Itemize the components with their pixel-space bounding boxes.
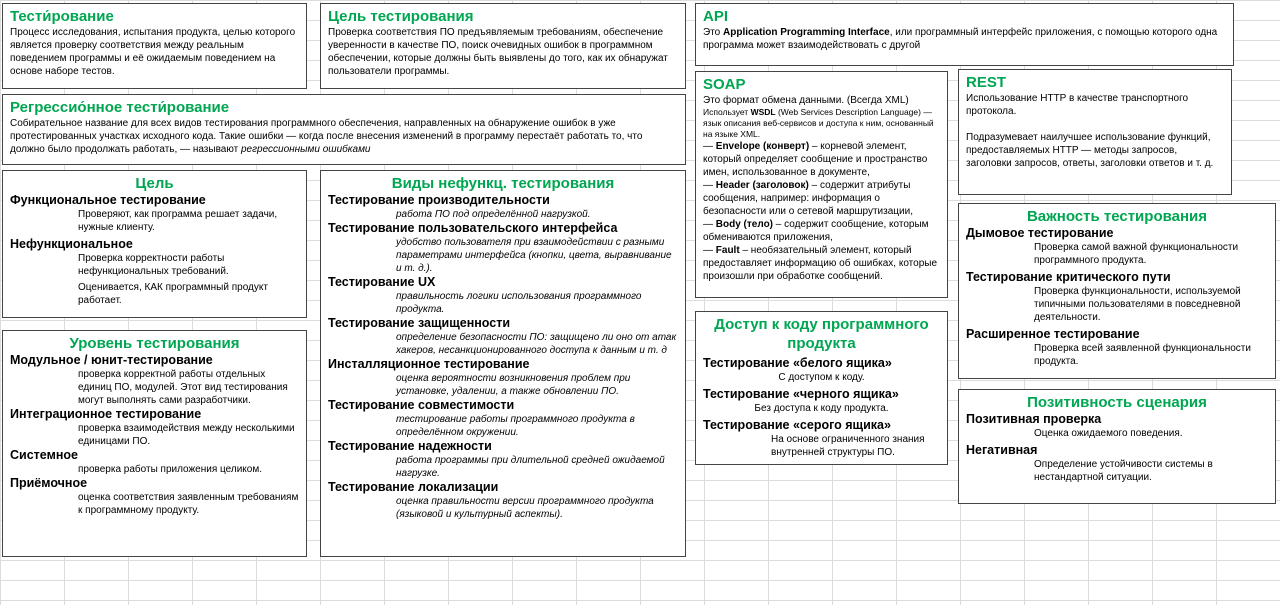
soap-item: — Envelope (конверт) – корневой элемент, который определяет сообщение и пространство имен, использованное в документе,: [703, 141, 928, 178]
card-access-title: Доступ к коду программного продукта: [714, 316, 929, 352]
rest-p2: Подразумевает наилучшее использование функций, предоставляемых HTTP — методы запросов, заголовки запросов, ответы, заголовки ответов и т. д.: [966, 132, 1214, 169]
soap-item-name: Body (тело): [715, 219, 774, 230]
nonfunc-item-desc: оценка вероятности возникновения проблем при установке, удалении, а также обновлении ПО.: [396, 373, 631, 397]
access-item-desc: На основе ограниченного знания внутренней структуры ПО.: [771, 434, 925, 458]
api-text-bold: Application Programming Interface: [723, 27, 890, 38]
access-item-name: Тестирование «черного ящика»: [703, 387, 899, 401]
nonfunc-item-desc: оценка правильности версии программного продукта (языковой и культурный аспекты).: [396, 496, 654, 520]
card-positivity: [958, 389, 1276, 504]
goal-item-desc: Проверка корректности работы нефункциональных требований.: [78, 253, 229, 277]
level-item-name: Системное: [10, 448, 78, 462]
card-soap: [695, 71, 948, 298]
card-testing: [2, 3, 307, 89]
soap-item-desc: – необязательный элемент, который предоставляет информацию об ошибках, которые произошли при обработке сообщений.: [703, 245, 937, 282]
soap-item-name: Fault: [715, 245, 740, 256]
nonfunc-item-desc: работа ПО под определённой нагрузкой.: [396, 209, 591, 220]
soap-small-post: (Web Services Description Language) — язык описания веб-сервисов и доступа к ним, основанный на языке XML.: [703, 107, 934, 139]
goal-item-name: Функциональное тестирование: [10, 193, 206, 207]
card-goal-testing: [320, 3, 686, 89]
card-testing-text: Процесс исследования, испытания продукта, целью которого является проверку соответствия между реальным поведением программы и её ожидаемым поведением на основе наборе тестов.: [10, 27, 296, 77]
soap-item-name: Header (заголовок): [715, 180, 809, 191]
card-nonfunc: [320, 170, 686, 557]
card-goal-testing-text: Проверка соответствия ПО предъявляемым требованиям, обеспечение уверенности в качестве ПО, поиск очевидных ошибок в программном обеспечении, которые должны быть выявлены до того, как их обнаружат пользователи программы.: [328, 27, 668, 77]
card-goal-title: Цель: [135, 175, 174, 192]
card-api: [695, 3, 1234, 66]
soap-item-name: Envelope (конверт): [715, 141, 810, 152]
nonfunc-item-name: Тестирование производительности: [328, 193, 550, 207]
nonfunc-item-desc: удобство пользователя при взаимодействии с разными параметрами интерфейса (кнопки, цвета, выравнивание и т. д.).: [396, 237, 672, 274]
nonfunc-item-name: Тестирование защищенности: [328, 316, 511, 330]
level-item-desc: оценка соответствия заявленным требованиям к программному продукту.: [78, 492, 299, 516]
nonfunc-item-name: Тестирование UX: [328, 275, 436, 289]
card-regression-title: Регрессио́нное тести́рование: [10, 99, 230, 116]
positivity-item-name: Позитивная проверка: [966, 412, 1102, 426]
nonfunc-item-name: Тестирование совместимости: [328, 398, 515, 412]
positivity-item-desc: Определение устойчивости системы в нестандартной ситуации.: [1034, 459, 1213, 483]
api-text-post: , или программный интерфейс приложения, с помощью которого одна программа может взаимодействовать с другой: [703, 27, 1218, 51]
positivity-item-desc: Оценка ожидаемого поведения.: [1034, 428, 1183, 439]
card-positivity-title: Позитивность сценария: [1027, 394, 1207, 411]
nonfunc-item-name: Тестирование локализации: [328, 480, 499, 494]
card-access: [695, 311, 948, 465]
soap-item: — Body (тело) – содержит сообщение, которым обмениваются приложения,: [703, 219, 929, 243]
soap-line1: Это формат обмена данными. (Всегда XML): [703, 95, 909, 106]
nonfunc-item-desc: правильность логики использования программного продукта.: [396, 291, 642, 315]
card-levels: [2, 330, 307, 557]
access-item-name: Тестирование «серого ящика»: [703, 418, 891, 432]
importance-item-name: Тестирование критического пути: [966, 270, 1171, 284]
api-text-pre: Это: [703, 27, 721, 38]
level-item-name: Приёмочное: [10, 476, 88, 490]
soap-wsdl: [703, 107, 940, 140]
importance-item-desc: Проверка всей заявленной функциональности продукта.: [1034, 343, 1251, 367]
card-regression-text: [10, 117, 678, 156]
importance-item-name: Расширенное тестирование: [966, 327, 1140, 341]
card-goal: [2, 170, 307, 318]
access-item-desc: Без доступа к коду продукта.: [754, 403, 889, 414]
card-rest: [958, 69, 1232, 195]
regression-text-italic: регрессионными ошибками: [240, 144, 371, 155]
soap-item-desc: – содержит атрибуты сообщения, например: информация о безопасности или о сетевой маршрутизации,: [703, 180, 913, 217]
soap-item: — Fault – необязательный элемент, который предоставляет информацию об ошибках, которые произошли при обработке сообщений.: [703, 245, 937, 282]
card-soap-title: SOAP: [703, 76, 746, 93]
nonfunc-item-name: Инсталляционное тестирование: [328, 357, 530, 371]
importance-item-desc: Проверка функциональности, используемой типичными пользователями в повседневной деятельности.: [1034, 286, 1241, 323]
level-item-name: Интеграционное тестирование: [10, 407, 202, 421]
nonfunc-item-name: Тестирование надежности: [328, 439, 492, 453]
card-importance-title: Важность тестирования: [1026, 208, 1208, 225]
nonfunc-item-desc: определение безопасности ПО: защищено ли оно от атак хакеров, несанкционированного доступа к данным и т. д: [396, 332, 677, 356]
card-rest-title: REST: [966, 74, 1007, 91]
importance-item-name: Дымовое тестирование: [966, 226, 1114, 240]
card-regression: [2, 94, 686, 165]
rest-p1: Использование HTTP в качестве транспортного протокола.: [966, 93, 1189, 117]
access-item-name: Тестирование «белого ящика»: [703, 356, 892, 370]
level-item-desc: проверка работы приложения целиком.: [78, 464, 263, 475]
card-api-title: API: [703, 8, 729, 25]
soap-item-desc: – корневой элемент, который определяет сообщение и пространство имен, использованное в документе,: [703, 141, 928, 178]
goal-item-name: Нефункциональное: [10, 237, 133, 251]
soap-item-desc: – содержит сообщение, которым обмениваются приложения,: [703, 219, 929, 243]
soap-item: — Header (заголовок) – содержит атрибуты сообщения, например: информация о безопасности или о сетевой маршрутизации,: [703, 180, 913, 217]
nonfunc-item-desc: тестирование работы программного продукта в определённом окружении.: [396, 414, 635, 438]
card-goal-testing-title: Цель тестирования: [328, 8, 474, 25]
soap-small-bold: WSDL: [750, 107, 776, 117]
positivity-item-name: Негативная: [966, 443, 1038, 457]
level-item-name: Модульное / юнит-тестирование: [10, 353, 213, 367]
card-testing-title: Тести́рование: [10, 8, 114, 25]
nonfunc-item-name: Тестирование пользовательского интерфейса: [328, 221, 618, 235]
card-importance: [958, 203, 1276, 379]
card-nonfunc-title: Виды нефункц. тестирования: [391, 175, 615, 192]
access-item-desc: С доступом к коду.: [778, 372, 865, 383]
goal-item-desc: Оценивается, КАК программный продукт работает.: [78, 282, 268, 306]
soap-small-pre: Использует: [703, 107, 749, 117]
regression-text: Собирательное название для всех видов тестирования программного обеспечения, направленных на обнаружение ошибок в уже протестированных участках исходного кода. Такие ошибки — когда после внесения изменений в программу перестаёт работать то, что должно было продолжать работать, — называют: [10, 118, 643, 155]
importance-item-desc: Проверка самой важной функциональности программного продукта.: [1034, 242, 1239, 266]
level-item-desc: проверка корректной работы отдельных единиц ПО, модулей. Этот вид тестирования могут выполнять сами разработчики.: [78, 369, 288, 406]
card-api-text: [703, 26, 1226, 52]
level-item-desc: проверка взаимодействия между несколькими единицами ПО.: [78, 423, 295, 447]
nonfunc-item-desc: работа программы при длительной средней ожидаемой нагрузке.: [396, 455, 665, 479]
card-levels-title: Уровень тестирования: [69, 335, 240, 352]
goal-item-desc: Проверяют, как программа решает задачи, нужные клиенту.: [78, 209, 278, 233]
